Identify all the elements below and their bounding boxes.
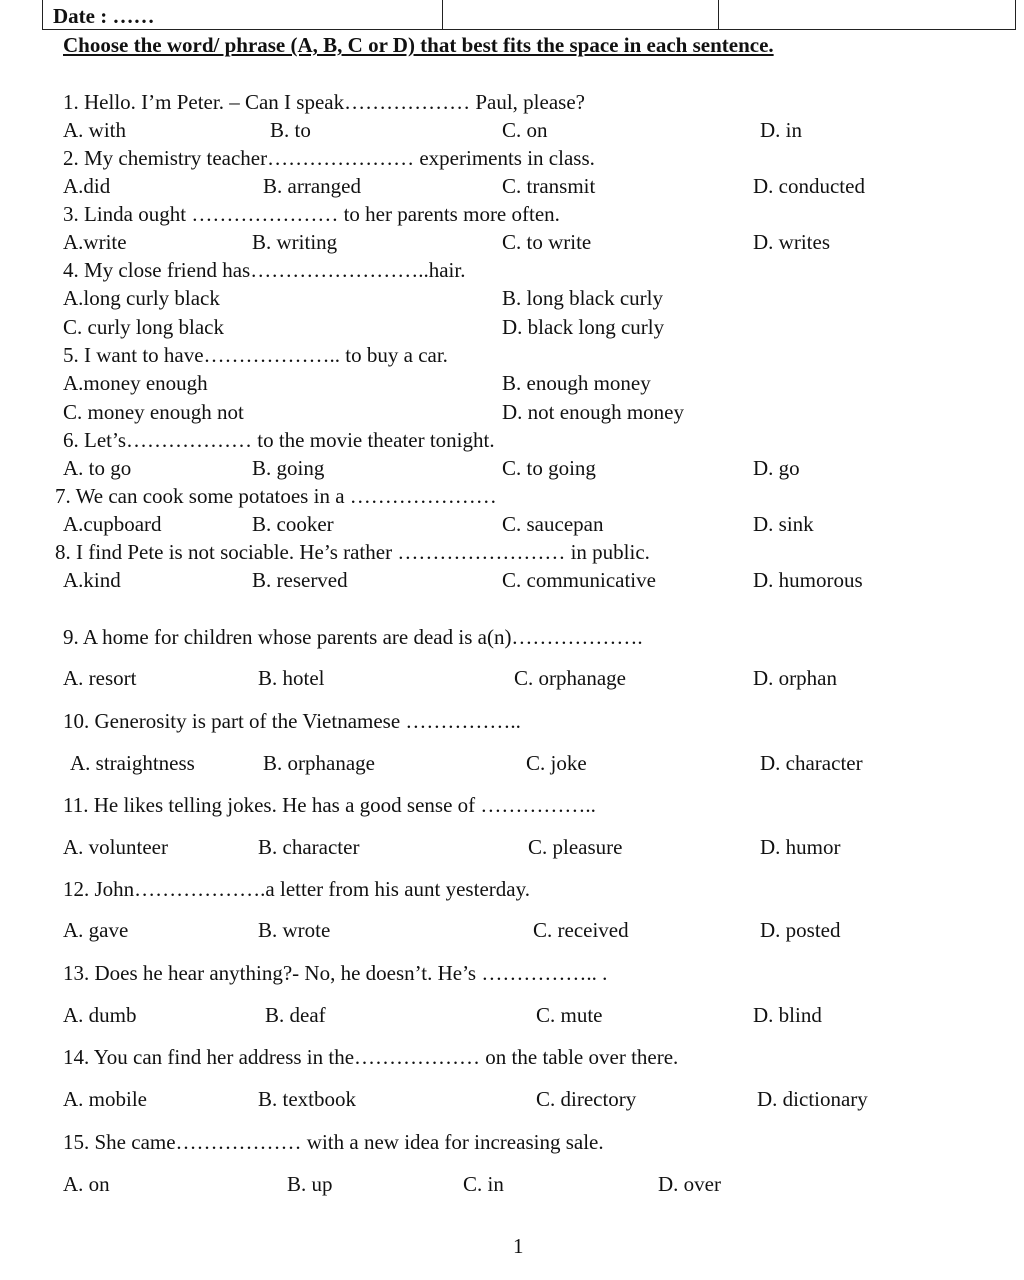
- option-d: D. not enough money: [502, 400, 684, 424]
- option-c: C. curly long black: [63, 315, 224, 339]
- question-15: 15. She came……………… with a new idea for increasing sale.: [63, 1130, 604, 1154]
- question-9: 9. A home for children whose parents are dead is a(n)……………….: [63, 625, 643, 649]
- option-b: B. to: [270, 118, 311, 142]
- question-11: 11. He likes telling jokes. He has a good sense of ……………..: [63, 793, 596, 817]
- question-10: 10. Generosity is part of the Vietnamese ……………..: [63, 709, 521, 733]
- option-a: A. to go: [63, 456, 132, 480]
- header-cell-2: [443, 0, 719, 30]
- option-c: C. money enough not: [63, 400, 244, 424]
- option-b: B. character: [258, 835, 360, 859]
- option-a: A. resort: [63, 666, 137, 690]
- option-c: C. mute: [536, 1003, 603, 1027]
- option-a: A. dumb: [63, 1003, 137, 1027]
- option-d: D. character: [760, 751, 863, 775]
- option-a: A. mobile: [63, 1087, 147, 1111]
- option-b: B. enough money: [502, 371, 651, 395]
- option-a: A. volunteer: [63, 835, 168, 859]
- date-label: Date : ……: [53, 4, 155, 28]
- option-c: C. joke: [526, 751, 587, 775]
- question-7: 7. We can cook some potatoes in a …………………: [55, 484, 497, 508]
- question-3: 3. Linda ought ………………… to her parents more often.: [63, 202, 560, 226]
- option-d: D. in: [760, 118, 802, 142]
- option-a: A.did: [63, 174, 111, 198]
- option-b: B. textbook: [258, 1087, 356, 1111]
- option-b: B. long black curly: [502, 286, 663, 310]
- option-d: D. dictionary: [757, 1087, 868, 1111]
- option-c: C. to going: [502, 456, 596, 480]
- option-a: A.long curly black: [63, 286, 220, 310]
- instruction: Choose the word/ phrase (A, B, C or D) that best fits the space in each sentence.: [63, 33, 774, 57]
- option-d: D. orphan: [753, 666, 837, 690]
- option-d: D. over: [658, 1172, 721, 1196]
- option-a: A.cupboard: [63, 512, 162, 536]
- option-c: C. transmit: [502, 174, 596, 198]
- option-a: A.kind: [63, 568, 121, 592]
- option-b: B. deaf: [265, 1003, 326, 1027]
- option-b: B. reserved: [252, 568, 348, 592]
- page-number: 1: [513, 1234, 524, 1258]
- option-b: B. cooker: [252, 512, 334, 536]
- option-c: C. in: [463, 1172, 504, 1196]
- question-12: 12. John……………….a letter from his aunt yesterday.: [63, 877, 530, 901]
- option-c: C. received: [533, 918, 629, 942]
- option-d: D. black long curly: [502, 315, 665, 339]
- option-a: A. on: [63, 1172, 110, 1196]
- option-d: D. posted: [760, 918, 841, 942]
- option-c: C. on: [502, 118, 548, 142]
- option-b: B. going: [252, 456, 325, 480]
- option-d: D. blind: [753, 1003, 822, 1027]
- option-a: A. gave: [63, 918, 129, 942]
- question-2: 2. My chemistry teacher………………… experiments in class.: [63, 146, 595, 170]
- header-table: [42, 0, 1016, 30]
- option-d: D. conducted: [753, 174, 865, 198]
- question-1: 1. Hello. I’m Peter. – Can I speak……………… Paul, please?: [63, 90, 585, 114]
- option-c: C. pleasure: [528, 835, 623, 859]
- question-8: 8. I find Pete is not sociable. He’s rather …………………… in public.: [55, 540, 650, 564]
- question-6: 6. Let’s……………… to the movie theater tonight.: [63, 428, 495, 452]
- option-d: D. writes: [753, 230, 830, 254]
- option-d: D. humorous: [753, 568, 863, 592]
- option-c: C. orphanage: [514, 666, 626, 690]
- question-13: 13. Does he hear anything?- No, he doesn’t. He’s …………….. .: [63, 961, 608, 985]
- option-b: B. hotel: [258, 666, 325, 690]
- option-b: B. wrote: [258, 918, 331, 942]
- option-b: B. up: [287, 1172, 333, 1196]
- option-a: A. with: [63, 118, 126, 142]
- option-b: B. orphanage: [263, 751, 375, 775]
- header-cell-date: [43, 0, 443, 30]
- option-d: D. humor: [760, 835, 841, 859]
- option-a: A.money enough: [63, 371, 208, 395]
- option-a: A.write: [63, 230, 127, 254]
- option-c: C. saucepan: [502, 512, 604, 536]
- question-5: 5. I want to have……………….. to buy a car.: [63, 343, 448, 367]
- option-b: B. arranged: [263, 174, 361, 198]
- option-c: C. communicative: [502, 568, 656, 592]
- option-d: D. sink: [753, 512, 814, 536]
- option-a: A. straightness: [70, 751, 195, 775]
- question-14: 14. You can find her address in the……………… on the table over there.: [63, 1045, 679, 1069]
- option-c: C. to write: [502, 230, 592, 254]
- option-c: C. directory: [536, 1087, 637, 1111]
- question-4: 4. My close friend has……………………..hair.: [63, 258, 466, 282]
- option-b: B. writing: [252, 230, 338, 254]
- option-d: D. go: [753, 456, 800, 480]
